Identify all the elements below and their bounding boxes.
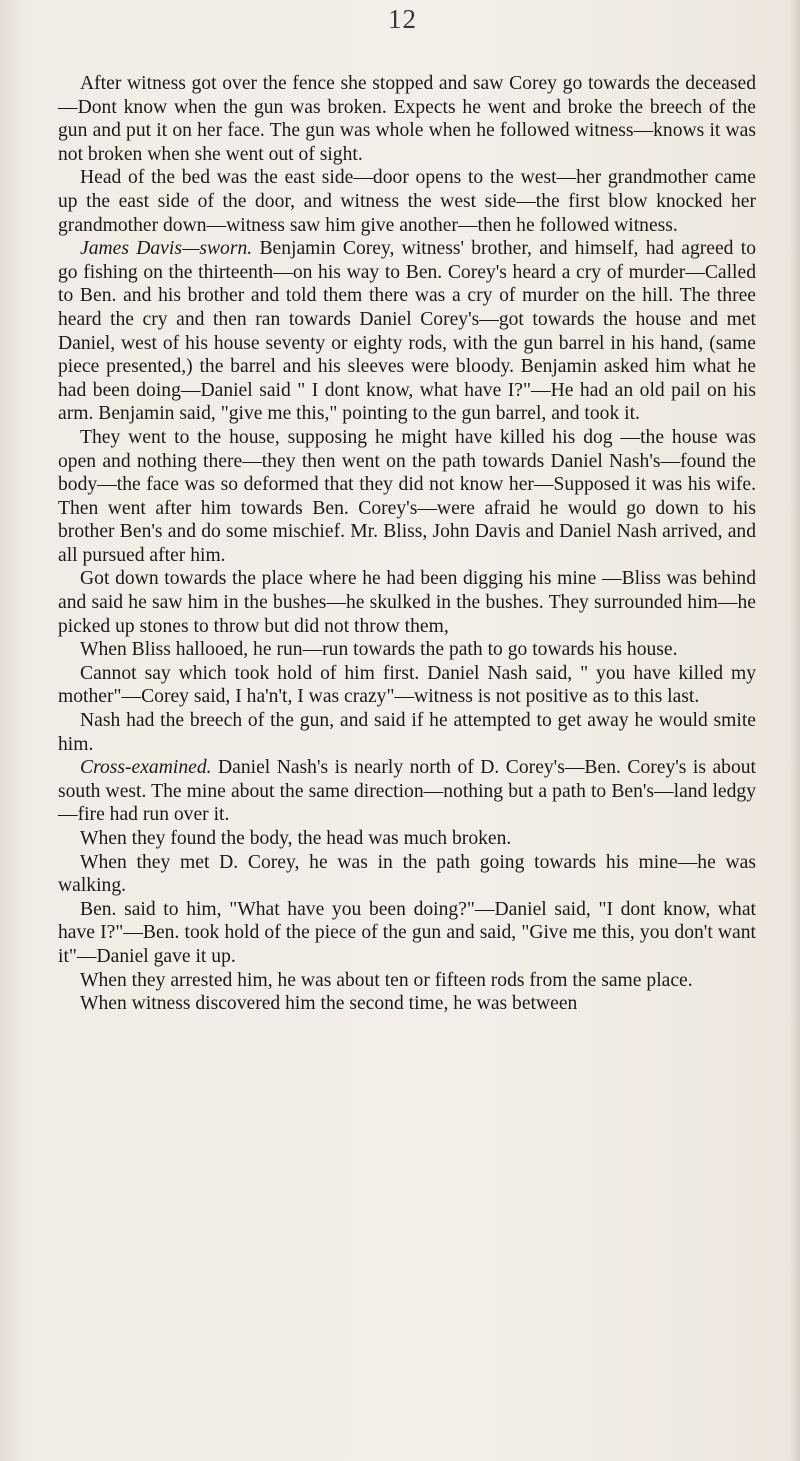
paragraph-11 <box>58 851 756 898</box>
paragraph-lead: James Davis—sworn. <box>80 238 253 260</box>
paragraph-text: When they arrested him, he was about ten or fifteen rods from the same place. <box>80 969 693 991</box>
paragraph-3 <box>58 237 756 426</box>
paragraph-4 <box>58 426 756 568</box>
paragraph-10 <box>58 827 756 851</box>
paragraph-8 <box>58 709 756 756</box>
paragraph-text: When they found the body, the head was much broken. <box>80 828 512 849</box>
paragraph-text: When they met D. Corey, he was in the path going towards his mine—he was walking. <box>58 851 756 897</box>
page-number: 12 <box>388 4 417 34</box>
paragraph-text: Got down towards the place where he had been digging his mine —Bliss was behind and said he saw him in the bushes—he skulked in the bushes. They surrounded him—he picked up stones to throw but did not throw them, <box>58 568 756 637</box>
paragraph-7 <box>58 662 756 709</box>
paragraph-13 <box>58 969 756 993</box>
paragraph-text: When Bliss hallooed, he run—run towards the path to go towards his house. <box>80 639 678 661</box>
paragraph-text: Cannot say which took hold of him first. Daniel Nash said, " you have killed my mother"—Corey said, I ha'n't, I was crazy"—witness is not positive as to this last. <box>58 662 756 708</box>
body-text <box>58 72 756 1016</box>
paragraph-12 <box>58 898 756 969</box>
page-edge-shadow <box>790 0 800 1461</box>
paragraph-14 <box>58 992 756 1016</box>
paragraph-text: Nash had the breech of the gun, and said if he attempted to get away he would smite him. <box>58 710 756 755</box>
paragraph-text: When witness discovered him the second time, he was between <box>80 993 578 1015</box>
paragraph-2 <box>58 166 756 237</box>
paragraph-text: Daniel Nash's is nearly north of D. Corey's—Ben. Corey's is about south west. The mine about the same direction—nothing but a path to Ben's—land ledgy—fire had run over it. <box>58 757 756 826</box>
paragraph-text: Head of the bed was the east side—door opens to the west—her grandmother came up the east side of the door, and witness the west side—the first blow knocked her grandmother down—witness saw him give another—then he followed witness. <box>58 167 756 236</box>
paragraph-6 <box>58 638 756 662</box>
paragraph-text: After witness got over the fence she stopped and saw Corey go towards the deceased—Dont know when the gun was broken. Expects he went and broke the breech of the gun and put it on her face. The gun was whole when he followed witness—knows it was not broken when she went out of sight. <box>58 73 756 165</box>
paragraph-5 <box>58 567 756 638</box>
paragraph-text: Benjamin Corey, witness' brother, and himself, had agreed to go fishing on the thirteenth—on his way to Ben. Corey's heard a cry of murder—Called to Ben. and his brother and told them there was a cry of murder on the hill. The three heard the cry and then ran towards Daniel Corey's—got towards the house and met Daniel, west of his house seventy or eighty rods, with the gun barrel in his hand, (same piece presented,) the barrel and his sleeves were bloody. Benjamin asked him what he had been doing—Daniel said " I dont know, what have I?"—He had an old pail on his arm. Benjamin said, "give me this," pointing to the gun barrel, and took it. <box>58 238 756 425</box>
paragraph-9 <box>58 756 756 827</box>
paragraph-1 <box>58 72 756 166</box>
paragraph-lead: Cross-examined. <box>80 757 212 779</box>
paragraph-text: Ben. said to him, "What have you been doing?"—Daniel said, "I dont know, what have I?"—Ben. took hold of the piece of the gun and said, "Give me this, you don't want it"—Daniel gave it up. <box>58 898 756 967</box>
paragraph-text: They went to the house, supposing he might have killed his dog —the house was open and nothing there—they then went on the path towards Daniel Nash's—found the body—the face was so deformed that they did not know her—Supposed it was his wife. Then went after him towards Ben. Corey's—were afraid he would go down to his brother Ben's and do some mischief. Mr. Bliss, John Davis and Daniel Nash arrived, and all pursued after him. <box>58 426 756 566</box>
